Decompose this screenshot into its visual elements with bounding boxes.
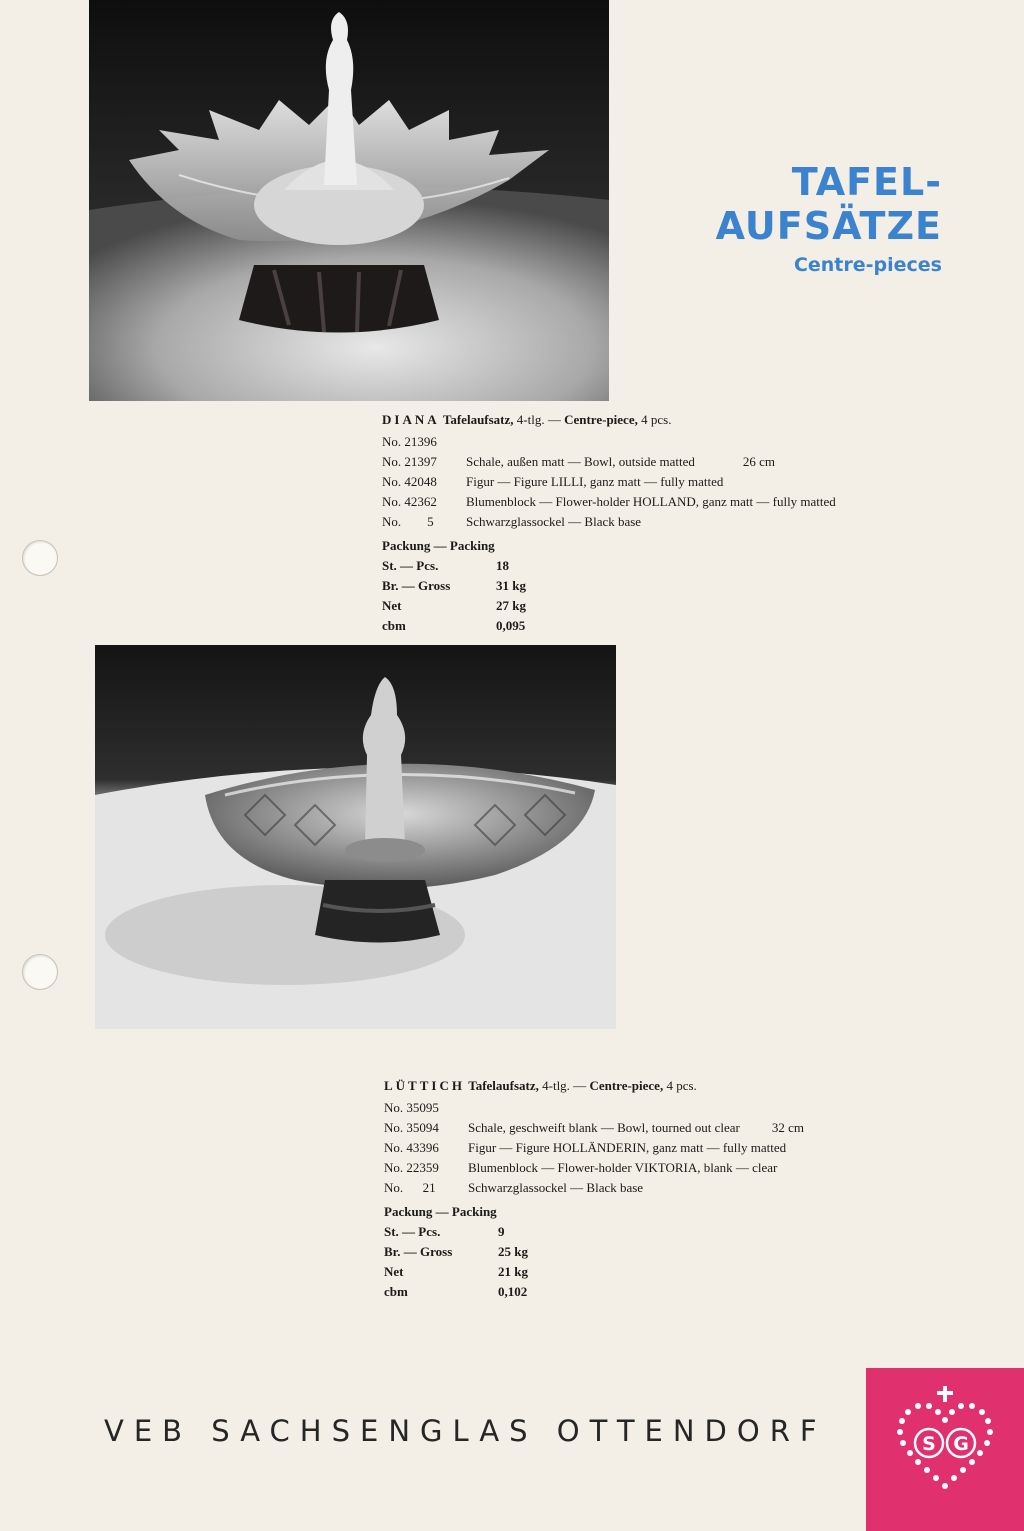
packing-value: 18: [496, 558, 509, 573]
item-desc: Schwarzglassockel — Black base: [468, 1180, 644, 1195]
packing-key: Br. — Gross: [382, 578, 451, 593]
packing-row: [382, 616, 836, 636]
product-title-pcs: 4 pcs.: [666, 1078, 697, 1093]
packing-value: 9: [498, 1224, 505, 1239]
packing-key: Net: [384, 1264, 404, 1279]
item-no: No. 43396: [384, 1140, 439, 1155]
packing-value: 25 kg: [498, 1244, 528, 1259]
item-row: [382, 472, 836, 492]
heading-line2: AUFSÄTZE: [715, 204, 942, 248]
company-name-footer: VEB SACHSENGLAS OTTENDORF: [104, 1414, 827, 1448]
logo-letter-s: S: [922, 1433, 936, 1455]
punch-hole-top: [22, 540, 58, 576]
item-desc: Blumenblock — Flower-holder HOLLAND, ganz matt — fully matted: [466, 494, 836, 509]
item-desc: Figur — Figure HOLLÄNDERIN, ganz matt — fully matted: [468, 1140, 787, 1155]
packing-value: 21 kg: [498, 1264, 528, 1279]
luettich-description: [384, 1076, 804, 1302]
packing-row: [384, 1222, 804, 1242]
item-row: [382, 432, 836, 452]
item-no: No. 21396: [382, 434, 437, 449]
item-desc: Blumenblock — Flower-holder VIKTORIA, blank — clear: [468, 1160, 778, 1175]
diana-description: [382, 410, 836, 636]
packing-value: 0,095: [496, 618, 526, 633]
item-size: 32 cm: [771, 1120, 804, 1135]
item-no: No. 21: [384, 1180, 436, 1195]
item-no: No. 35094: [384, 1120, 439, 1135]
item-row: [384, 1138, 804, 1158]
packing-table: [384, 1202, 804, 1302]
product-title: [382, 410, 836, 430]
heading-subtitle: Centre-pieces: [793, 254, 942, 276]
packing-key: St. — Pcs.: [382, 558, 439, 573]
item-row: [384, 1178, 804, 1198]
item-row: [382, 512, 836, 532]
product-title-en: Centre-piece,: [564, 412, 638, 427]
product-name: DIANA: [382, 412, 440, 427]
packing-row: [384, 1282, 804, 1302]
packing-key: cbm: [384, 1284, 408, 1299]
punch-hole-bottom: [22, 954, 58, 990]
packing-key: St. — Pcs.: [384, 1224, 441, 1239]
product-title-tlg: 4-tlg. —: [542, 1078, 587, 1093]
product-title: [384, 1076, 804, 1096]
item-row: [382, 492, 836, 512]
product-title-en: Centre-piece,: [589, 1078, 664, 1093]
item-desc: Figur — Figure LILLI, ganz matt — fully matted: [466, 474, 724, 489]
sachsenglas-logo: [866, 1368, 1024, 1531]
packing-value: 31 kg: [496, 578, 526, 593]
packing-key: cbm: [382, 618, 406, 633]
packing-row: [382, 576, 836, 596]
luettich-centrepiece-photo: [95, 645, 616, 1029]
item-no: No. 35095: [384, 1100, 439, 1115]
section-heading: [700, 160, 942, 276]
logo-letter-g: G: [953, 1433, 969, 1455]
packing-row: [382, 556, 836, 576]
product-title-de: Tafelaufsatz,: [468, 1078, 539, 1093]
packing-key: Net: [382, 598, 402, 613]
item-row: [384, 1098, 804, 1118]
item-desc: Schale, geschweift blank — Bowl, tourned out clear: [468, 1120, 740, 1135]
packing-header: Packung — Packing: [384, 1204, 497, 1219]
product-title-tlg: 4-tlg. —: [516, 412, 561, 427]
packing-value: 27 kg: [496, 598, 526, 613]
packing-table: [382, 536, 836, 636]
item-desc: Schale, außen matt — Bowl, outside matted: [466, 454, 695, 469]
packing-row: [384, 1262, 804, 1282]
item-size: 26 cm: [742, 454, 776, 469]
packing-key: Br. — Gross: [384, 1244, 453, 1259]
product-title-pcs: 4 pcs.: [641, 412, 672, 427]
packing-row: [384, 1242, 804, 1262]
packing-value: 0,102: [498, 1284, 528, 1299]
packing-row: [382, 596, 836, 616]
packing-header: Packung — Packing: [382, 538, 495, 553]
item-desc: Schwarzglassockel — Black base: [466, 514, 642, 529]
diana-centrepiece-photo: [89, 0, 609, 401]
item-no: No. 42362: [382, 494, 437, 509]
item-no: No. 5: [382, 514, 434, 529]
item-no: No. 21397: [382, 454, 437, 469]
item-no: No. 22359: [384, 1160, 439, 1175]
heading-line1: TAFEL-: [791, 160, 942, 204]
item-row: [384, 1158, 804, 1178]
product-title-de: Tafelaufsatz,: [442, 412, 514, 427]
item-row: [384, 1118, 804, 1138]
product-name: LÜTTICH: [384, 1078, 465, 1093]
item-no: No. 42048: [382, 474, 437, 489]
item-row: [382, 452, 836, 472]
